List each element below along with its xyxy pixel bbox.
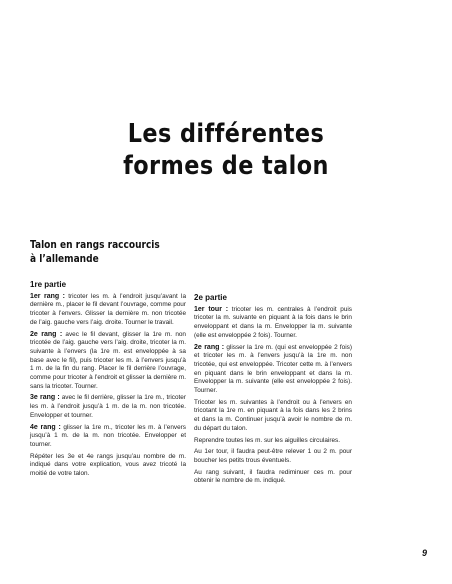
- part-1-paragraph: [30, 424, 186, 450]
- rank-label: 3e rang :: [30, 394, 60, 402]
- paragraph-text: avec le fil derrière, glisser la 1re m., tricoter les m. à l’endroit jusqu’à 1 m. de la m. non tricotée. Envelopper et tourner.: [30, 394, 186, 419]
- rank-label: 2e rang :: [30, 330, 63, 338]
- part-1-paragraph: [30, 453, 186, 479]
- rank-label: 4e rang :: [30, 423, 61, 431]
- paragraph-text: glisser la 1re m., tricoter les m. à l’envers jusqu’à 1 m. de la m. non tricotée. Envelopper et tourner.: [30, 423, 186, 448]
- rank-label: 1er tour :: [194, 305, 229, 313]
- part-1-paragraph: [30, 293, 186, 328]
- page-title: [32, 118, 421, 182]
- paragraph-text: Répéter les 3e et 4e rangs jusqu’au nombre de m. indiqué dans votre explication, vous avez tricoté la moitié de votre talon.: [30, 452, 186, 478]
- subtitle-line-2: à l’allemande: [30, 253, 99, 265]
- paragraph-text: Reprendre toutes les m. sur les aiguilles circulaires.: [194, 436, 340, 444]
- section-subtitle: [30, 238, 219, 266]
- rank-label: 1er rang :: [30, 292, 65, 300]
- paragraph-text: tricoter les m. centrales à l’endroit puis tricoter la m. suivante en piquant à la fois dans le brin enveloppant et dans la m. Envelopper la m. suivante (elle est enveloppée 2 fois). Tourner.: [194, 305, 352, 339]
- paragraph-text: Tricoter les m. suivantes à l’endroit ou à l’envers en tricotant la 1re m. en piquant à la fois dans les 2 brins et dans la m. Continuer jusqu’à avoir le nombre de m. du départ du talon.: [194, 398, 352, 432]
- part-1-paragraph: [30, 331, 186, 392]
- part-2-column: [194, 294, 352, 489]
- part-2-heading: 2e partie: [194, 293, 227, 302]
- paragraph-text: Au 1er tour, il faudra peut-être relever 1 ou 2 m. pour boucher les petits trous éventuels.: [194, 448, 352, 464]
- rank-label: 2e rang :: [194, 343, 225, 351]
- part-2-paragraph: [194, 448, 352, 465]
- part-2-paragraph: [194, 437, 352, 446]
- paragraph-text: Au rang suivant, il faudra rediminuer ces m. pour obtenir le nombre de m. indiqué.: [194, 468, 352, 485]
- subtitle-line-1: Talon en rangs raccourcis: [30, 239, 160, 251]
- part-2-paragraph: [194, 344, 352, 396]
- part-2-paragraph: [194, 306, 352, 341]
- part-2-paragraph: [194, 469, 352, 486]
- page-number: 9: [422, 548, 428, 558]
- title-line-2: formes de talon: [123, 151, 329, 181]
- paragraph-text: tricoter les m. à l’endroit jusqu’avant la dernière m., placer le fil devant l’ouvrage, comme pour tricoter à l’envers. Glisser la dernière m. non tricotée de l’aig. gauche vers l’aig. droite. Tourner le travail.: [30, 292, 187, 326]
- part-1-heading: 1re partie: [30, 280, 67, 289]
- part-2-paragraph: [194, 399, 352, 434]
- title-line-1: Les différentes: [127, 119, 325, 149]
- part-1-column: [30, 281, 186, 482]
- paragraph-text: glisser la 1re m. (qui est enveloppée 2 fois) et tricoter les m. à l’envers jusqu’à la 1re m. non tricotée, qui est enveloppée. Tricoter cette m. à l’envers en piquant dans le brin enveloppant et dans la m. Envelopper la m. suivante (elle est enveloppée 2 fois). Tourner.: [194, 343, 352, 395]
- part-1-paragraph: [30, 394, 186, 420]
- paragraph-text: avec le fil devant, glisser la 1re m. non tricotée de l’aig. gauche vers l’aig. droite, tricoter la m. suivante à l’envers (la 1re m. est enveloppée à sa base avec le fil), puis tricoter les m. à l’envers jusqu’à 1 m. de la fin du rang. Placer le fil derrière l’ouvrage, comme pour tricoter à l’endroit et glisser la dernière m. sans la tricoter. Tourner.: [30, 330, 186, 390]
